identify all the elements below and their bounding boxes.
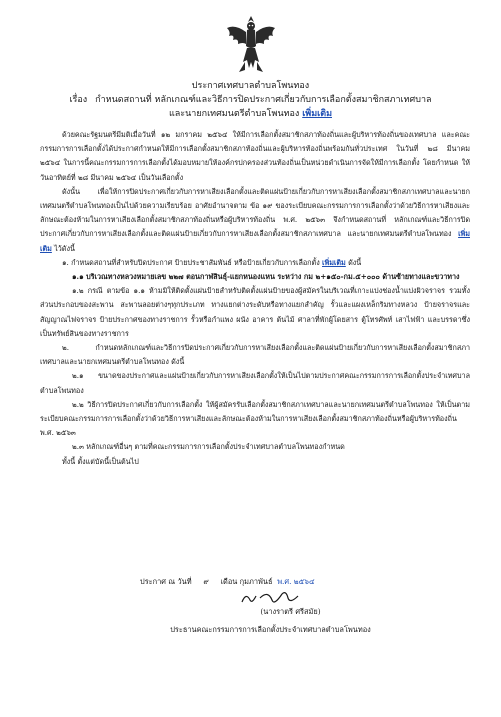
announcement-month: เดือน กุมภาพันธ์: [220, 577, 273, 586]
authority-highlight: เพิ่มเติม: [40, 229, 470, 253]
clause-1: [40, 256, 470, 270]
clause-1-2: ๑.๒ กรณี ตามข้อ ๑.๑ ห้ามมิให้ติดตั้งแผ่นป้ายสำหรับติดตั้งแผ่นป้ายของผู้สมัครในบริเวณที่เกาะแบ่งช่องน้ำแบ่งผิวจราจร รวมทั้งส่วนประกอบของสะพาน สะพานลอยต่างๆทุกประเภท ทางแยกต่างระดับหรือทางแยกสำคัญ รั้วและแผงเหล็กริมทางหลวง ป้ายจราจรและสัญญาณไฟจราจร ป้ายประกาศของทางราชการ รั้วหรือกำแพง ผนัง อาคาร ต้นไม้ ศาลาที่พักผู้โดยสาร ตู้โทรศัพท์ เสาไฟฟ้า และบรรดาซึ่งเป็นทรัพย์สินของทางราชการ: [40, 286, 470, 338]
signatory-position: ประธานคณะกรรมการการเลือกตั้งประจำเทศบาลตำบลโพนทอง: [170, 625, 371, 634]
effective-statement: ทั้งนี้ ตั้งแต่บัดนี้เป็นต้นไป: [62, 456, 139, 466]
subject-text-line2: และนายกเทศมนตรีตำบลโพนทอง: [168, 109, 300, 119]
subject-label: เรื่อง: [69, 95, 88, 105]
clause-2-1: ๒.๑ ขนาดของประกาศและแผ่นป้ายเกี่ยวกับการหาเสียงเลือกตั้งให้เป็นไปตามประกาศคณะกรรมการการเลือกตั้งประจำเทศบาลตำบลโพนทอง: [40, 371, 470, 395]
announcement-day: ๙: [203, 577, 209, 586]
clause-1-text: ๑. กำหนดสถานที่สำหรับปิดประกาศ ป้ายประชาสัมพันธ์ หรือป้ายเกี่ยวกับการเลือกตั้ง: [62, 257, 320, 267]
signatory-name: (นางราตรี ศรีสมัย): [260, 607, 321, 616]
clause-2-3: ๒.๓ หลักเกณฑ์อื่นๆ ตามที่คณะกรรมการการเลือกตั้งประจำเทศบาลตำบลโพนทองกำหนด: [72, 442, 345, 452]
garuda-emblem-icon: [225, 12, 277, 76]
paragraph-background: ด้วยคณะรัฐมนตรีมีมติเมื่อวันที่ ๑๒ มกราคม ๒๕๖๔ ให้มีการเลือกตั้งสมาชิกสภาท้องถิ่นและผู้บริหารท้องถิ่นของเทศบาล และคณะกรรมการการเลือกตั้งได้ประกาศกำหนดให้มีการเลือกตั้งสมาชิกสภาท้องถิ่นและผู้บริหารท้องถิ่นพร้อมกันทั่วประเทศ ในวันที่ ๒๘ มีนาคม ๒๕๖๔ ในการนี้คณะกรรมการการเลือกตั้งได้มอบหมายให้องค์กรปกครองส่วนท้องถิ่นเป็นหน่วยดำเนินการจัดให้มีการเลือกตั้ง โดยกำหนด ให้วันอาทิตย์ที่ ๒๘ มีนาคม ๒๕๖๔ เป็นวันเลือกตั้ง: [40, 130, 470, 182]
clause-1-end: ดังนี้: [345, 257, 362, 267]
paragraph-authority: [40, 185, 470, 256]
announced-at-label: ประกาศ ณ วันที่: [140, 577, 192, 586]
announcement-body: [40, 128, 470, 469]
subject-highlight: เพิ่มเติม: [302, 109, 332, 119]
subject-line: [0, 94, 501, 106]
clause-1-1: ๑.๑ บริเวณทางหลวงหมายเลข ๒๒๗ ตอนกาฬสินธุ์-แยกหนองแหน ระหว่าง กม ๒+๑๕๐-กม.๕+๐๐๐ ด้านซ้ายทางและขวาทาง: [72, 272, 460, 282]
clause-1-highlight: เพิ่มเติม: [322, 257, 346, 267]
announcement-date: [0, 576, 501, 588]
clause-2: ๒. กำหนดหลักเกณฑ์และวิธีการปิดประกาศเกี่ยวกับการหาเสียงเลือกตั้งและติดแผ่นป้ายเกี่ยวกับการหาเสียงเลือกตั้งสมาชิกสภาเทศบาลและนายกเทศมนตรีตำบลโพนทอง ดังนี้: [40, 343, 470, 367]
document-title: ประกาศเทศบาลตำบลโพนทอง: [191, 81, 310, 91]
clause-2-2: ๒.๒ วิธีการปิดประกาศเกี่ยวกับการเลือกตั้ง ให้ผู้สมัครรับเลือกตั้งสมาชิกสภาเทศบาลและนายกเทศมนตรีตำบลโพนทอง ให้เป็นตามระเบียบคณะกรรมการการเลือกตั้งว่าด้วยวิธีการหาเสียงและลักษณะต้องห้ามในการหาเสียงเลือกตั้งสมาชิกสภาท้องถิ่นหรือผู้บริหารท้องถิ่น พ.ศ. ๒๕๖๓: [40, 399, 470, 438]
paragraph-authority-text: ดังนั้น เพื่อให้การปิดประกาศเกี่ยวกับการหาเสียงเลือกตั้งและติดแผ่นป้ายเกี่ยวกับการหาเสียงเลือกตั้งสมาชิกสภาเทศบาลและนายกเทศมนตรีตำบลโพนทองเป็นไปด้วยความเรียบร้อย อาศัยอำนาจตาม ข้อ ๑๙ ของระเบียบคณะกรรมการการเลือกตั้งว่าด้วยวิธีการหาเสียงและลักษณะต้องห้ามในการหาเสียงเลือกตั้งสมาชิกสภาท้องถิ่นหรือผู้บริหารท้องถิ่น พ.ศ. ๒๕๖๓ จึงกำหนดสถานที่ หลักเกณฑ์และวิธีการปิดประกาศเกี่ยวกับการหาเสียงเลือกตั้งและติดแผ่นป้ายเกี่ยวกับการหาเสียงเลือกตั้งสมาชิกสภาเทศบาล และนายกเทศมนตรีตำบลโพนทอง: [40, 186, 470, 239]
subject-text-line1: กำหนดสถานที่ หลักเกณฑ์และวิธีการปิดประกาศเกี่ยวกับการเลือกตั้งสมาชิกสภาเทศบาล: [95, 95, 432, 105]
signature-icon: [238, 588, 308, 608]
paragraph-authority-end: ไว้ดังนี้: [51, 243, 75, 253]
announcement-year: พ.ศ. ๒๕๖๔: [277, 577, 315, 586]
subject-line-2: [0, 108, 501, 120]
